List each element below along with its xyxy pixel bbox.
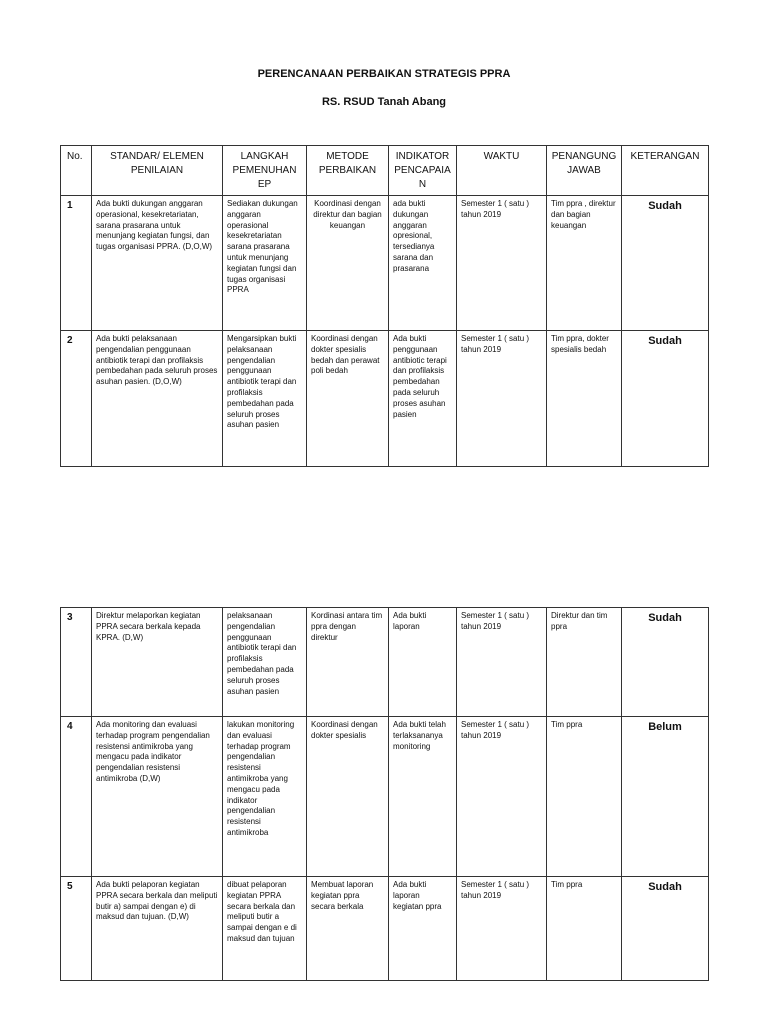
langkah-cell: Mengarsipkan bukti pelaksanaan pengendalian penggunaan antibiotik terapi dan profilaksis pembedahan pada seluruh proses asuhan pasien: [223, 331, 307, 467]
standar-cell: Direktur melaporkan kegiatan PPRA secara berkala kepada KPRA. (D,W): [92, 608, 223, 717]
keterangan-cell: Sudah: [622, 331, 709, 467]
row-number: 5: [61, 877, 92, 981]
langkah-cell: Sediakan dukungan anggaran operasional kesekretariatan sarana prasarana untuk menunjang kegiatan fungsi dan tugas organisasi PPRA: [223, 196, 307, 331]
table-row: [61, 877, 709, 981]
header-langkah: LANGKAH PEMENUHAN EP: [223, 146, 307, 196]
keterangan-cell: Sudah: [622, 877, 709, 981]
pj-cell: Tim ppra , direktur dan bagian keuangan: [547, 196, 622, 331]
row-number: 4: [61, 717, 92, 877]
row-number: 2: [61, 331, 92, 467]
metode-cell: Koordinasi dengan dokter spesialis bedah dan perawat poli bedah: [307, 331, 389, 467]
header-no: No.: [61, 146, 92, 196]
table-row: [61, 608, 709, 717]
document-title: PERENCANAAN PERBAIKAN STRATEGIS PPRA: [257, 68, 511, 80]
waktu-cell: Semester 1 ( satu ) tahun 2019: [457, 196, 547, 331]
keterangan-cell: Sudah: [622, 196, 709, 331]
standar-cell: Ada bukti pelaporan kegiatan PPRA secara berkala dan meliputi butir a) sampai dengan e) di maksud dan tujuan. (D,W): [92, 877, 223, 981]
pj-cell: Direktur dan tim ppra: [547, 608, 622, 717]
standar-cell: Ada bukti dukungan anggaran operasional, kesekretariatan, sarana prasarana untuk menunjang kegiatan fungsi, dan tugas organisasi PPRA. (D,O,W): [92, 196, 223, 331]
plan-table-part-2: [60, 607, 709, 981]
langkah-cell: dibuat pelaporan kegiatan PPRA secara berkala dan meliputi butir a sampai dengan e di maksud dan tujuan: [223, 877, 307, 981]
header-indikator: INDIKATOR PENCAPAIAN: [389, 146, 457, 196]
table-row: [61, 331, 709, 467]
standar-cell: Ada monitoring dan evaluasi terhadap program pengendalian resistensi antimikroba yang mengacu pada indikator pengendalian resistensi antimikroba (D,W): [92, 717, 223, 877]
standar-cell: Ada bukti pelaksanaan pengendalian penggunaan antibiotik terapi dan profilaksis pembedahan pada seluruh proses asuhan pasien. (D,O,W): [92, 331, 223, 467]
indikator-cell: Ada bukti laporan: [389, 608, 457, 717]
table-row: [61, 717, 709, 877]
plan-table-part-1: [60, 145, 709, 467]
pj-cell: Tim ppra, dokter spesialis bedah: [547, 331, 622, 467]
indikator-cell: ada bukti dukungan anggaran opresional, tersedianya sarana dan prasarana: [389, 196, 457, 331]
pj-cell: Tim ppra: [547, 717, 622, 877]
pj-cell: Tim ppra: [547, 877, 622, 981]
metode-cell: Membuat laporan kegiatan ppra secara berkala: [307, 877, 389, 981]
document-subtitle: RS. RSUD Tanah Abang: [321, 96, 447, 108]
header-standar: STANDAR/ ELEMEN PENILAIAN: [92, 146, 223, 196]
indikator-cell: Ada bukti telah terlaksananya monitoring: [389, 717, 457, 877]
langkah-cell: lakukan monitoring dan evaluasi terhadap program pengendalian resistensi antimikroba yang mengacu pada indikator pengendalian resistensi antimikroba: [223, 717, 307, 877]
header-penanggung-jawab: PENANGUNG JAWAB: [547, 146, 622, 196]
header-metode: METODE PERBAIKAN: [307, 146, 389, 196]
table-row: [61, 196, 709, 331]
indikator-cell: Ada bukti penggunaan antibiotic terapi dan profilaksis pembedahan pada seluruh proses asuhan pasien: [389, 331, 457, 467]
row-number: 3: [61, 608, 92, 717]
header-waktu: WAKTU: [457, 146, 547, 196]
metode-cell: Koordinasi dengan dokter spesialis: [307, 717, 389, 877]
metode-cell: Koordinasi dengan direktur dan bagian keuangan: [307, 196, 389, 331]
header-keterangan: KETERANGAN: [622, 146, 709, 196]
table-header-row: [61, 146, 709, 196]
metode-cell: Kordinasi antara tim ppra dengan direktur: [307, 608, 389, 717]
keterangan-cell: Sudah: [622, 608, 709, 717]
keterangan-cell: Belum: [622, 717, 709, 877]
indikator-cell: Ada bukti laporan kegiatan ppra: [389, 877, 457, 981]
waktu-cell: Semester 1 ( satu ) tahun 2019: [457, 717, 547, 877]
langkah-cell: pelaksanaan pengendalian penggunaan antibiotik terapi dan profilaksis pembedahan pada seluruh proses asuhan pasien: [223, 608, 307, 717]
row-number: 1: [61, 196, 92, 331]
waktu-cell: Semester 1 ( satu ) tahun 2019: [457, 608, 547, 717]
waktu-cell: Semester 1 ( satu ) tahun 2019: [457, 877, 547, 981]
waktu-cell: Semester 1 ( satu ) tahun 2019: [457, 331, 547, 467]
